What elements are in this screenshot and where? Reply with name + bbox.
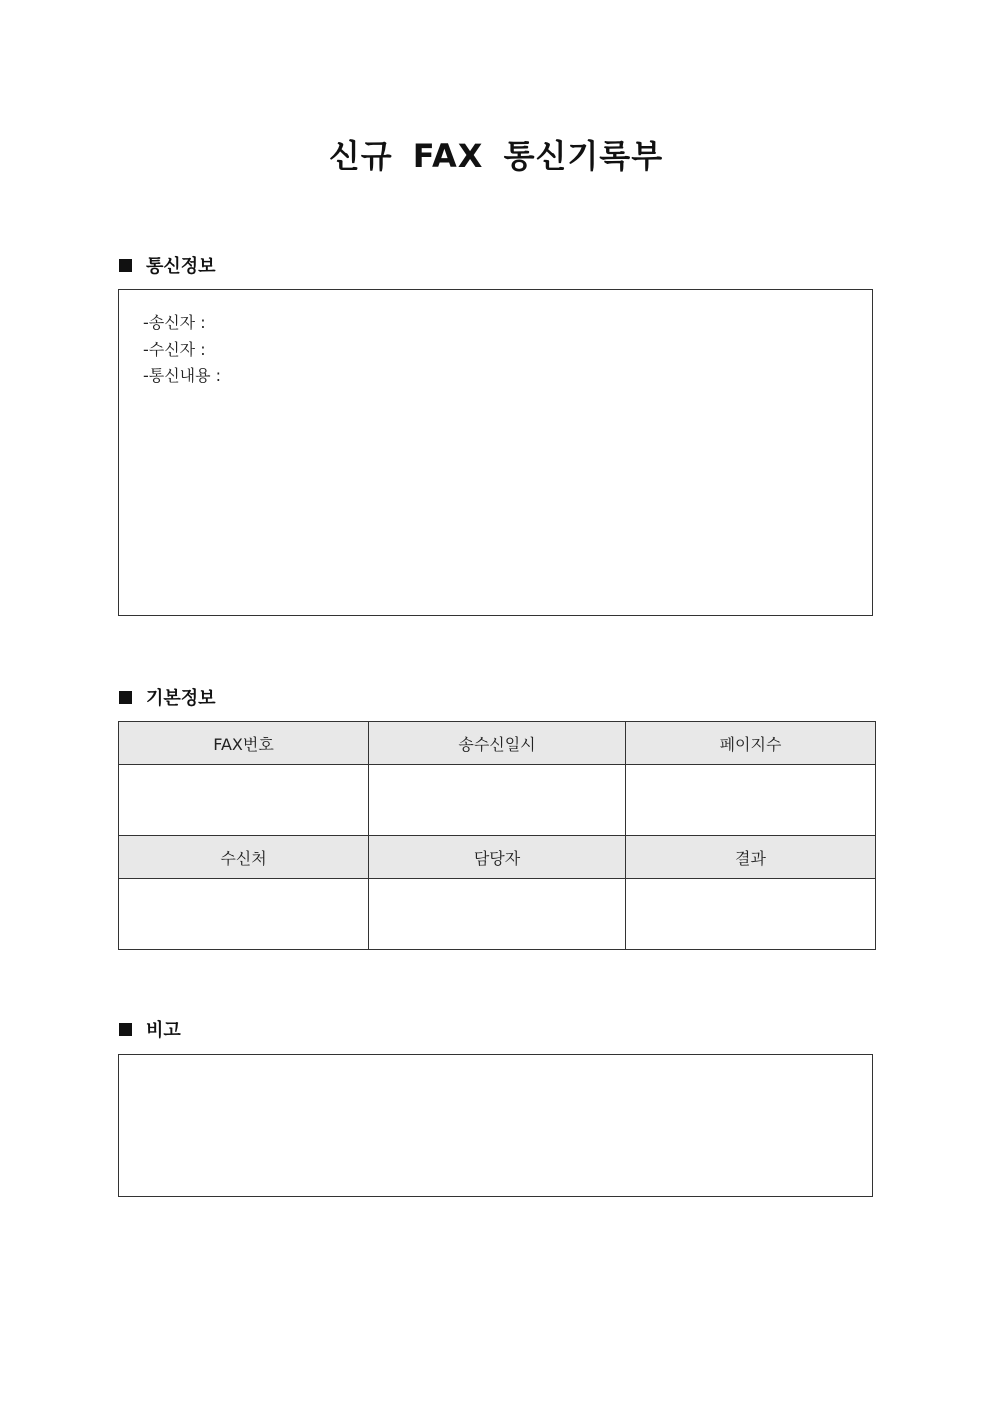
header-cell-result: 결과 [626, 836, 876, 879]
communication-info-box [118, 289, 873, 616]
header-cell-fax-number: FAX번호 [119, 722, 369, 765]
header-cell-page-count: 페이지수 [626, 722, 876, 765]
value-cell-person-in-charge[interactable] [369, 879, 626, 950]
table-value-row [119, 879, 876, 950]
page-title: 신규 FAX 통신기록부 [328, 137, 664, 175]
table-header-row [119, 836, 876, 879]
section-heading-label: 비고 [146, 1020, 181, 1041]
table-header-row [119, 722, 876, 765]
square-bullet-icon [119, 691, 132, 704]
header-cell-person-in-charge: 담당자 [369, 836, 626, 879]
table-value-row [119, 765, 876, 836]
header-cell-recipient: 수신처 [119, 836, 369, 879]
basic-info-table [118, 721, 876, 950]
content-line: -통신내용 : [143, 366, 222, 385]
value-cell-datetime[interactable] [369, 765, 626, 836]
square-bullet-icon [119, 259, 132, 272]
header-cell-datetime: 송수신일시 [369, 722, 626, 765]
value-cell-fax-number[interactable] [119, 765, 369, 836]
value-cell-recipient[interactable] [119, 879, 369, 950]
square-bullet-icon [119, 1023, 132, 1036]
remarks-box[interactable] [118, 1054, 873, 1197]
section-heading-label: 기본정보 [146, 688, 216, 709]
value-cell-result[interactable] [626, 879, 876, 950]
section-heading-basic [119, 684, 216, 710]
sender-line: -송신자 : [143, 313, 206, 332]
section-heading-label: 통신정보 [146, 256, 216, 277]
value-cell-page-count[interactable] [626, 765, 876, 836]
receiver-line: -수신자 : [143, 339, 206, 359]
section-heading-communication [119, 252, 216, 278]
section-heading-remarks [119, 1016, 181, 1042]
